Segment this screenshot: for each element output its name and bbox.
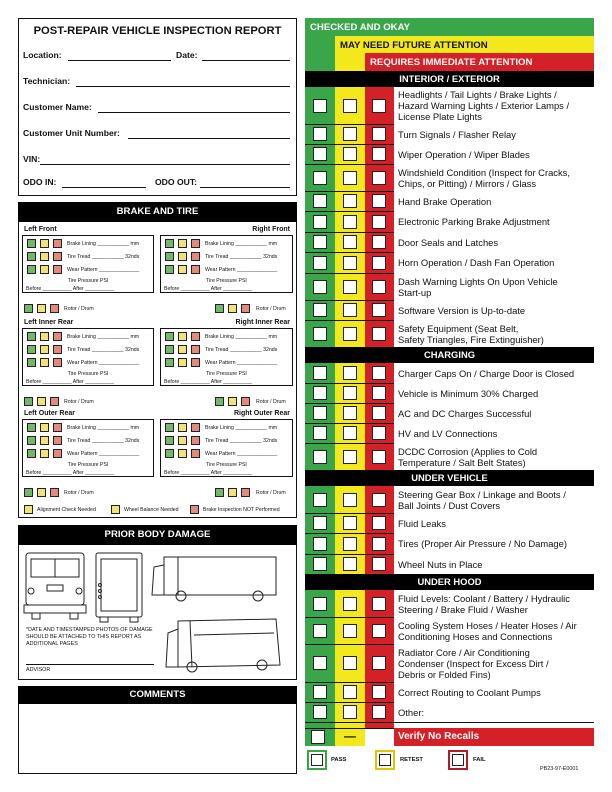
legend-immediate-label: REQUIRES IMMEDIATE ATTENTION: [370, 57, 533, 68]
row-divider: [305, 722, 594, 723]
checklist-item: Wiper Operation / Wiper Blades: [398, 149, 530, 160]
wheel-label-left_outer_rear: Left Outer Rear: [24, 410, 75, 417]
immediate-checkbox[interactable]: [372, 235, 386, 249]
wear_pattern-red-box[interactable]: [53, 358, 62, 367]
rotor-label: Rotor / Drum: [256, 306, 286, 312]
pass-checkbox[interactable]: [313, 256, 327, 270]
wear_pattern-red-box[interactable]: [191, 358, 200, 367]
pass-checkbox[interactable]: [313, 656, 327, 670]
checklist-item: Steering Gear Box / Linkage and Boots / Ball Joints / Dust Covers: [398, 489, 566, 511]
brake_lining-yellow-box[interactable]: [40, 423, 49, 432]
future-checkbox[interactable]: [343, 127, 357, 141]
tire_tread-red-box[interactable]: [191, 252, 200, 261]
checklist-item: Windshield Condition (Inspect for Cracks, Chips, or Pitting) / Mirrors / Glass: [398, 167, 570, 189]
immediate-checkbox[interactable]: [372, 597, 386, 611]
brake_lining-green-box[interactable]: [165, 423, 174, 432]
wear_pattern-yellow-box[interactable]: [178, 265, 187, 274]
wear_pattern-label: Wear Pattern ______________: [205, 267, 278, 273]
odo-out-label: ODO OUT:: [155, 177, 198, 187]
future-checkbox[interactable]: [343, 450, 357, 464]
before-after-label: Before __________ After __________: [164, 379, 252, 385]
future-checkbox[interactable]: [343, 280, 357, 294]
rotor-red-box[interactable]: [241, 304, 250, 313]
pass-checkbox[interactable]: [313, 597, 327, 611]
brake_lining-label: Brake Lining ___________ mm: [205, 241, 278, 247]
future-checkbox[interactable]: [343, 327, 357, 341]
immediate-checkbox[interactable]: [372, 516, 386, 530]
immediate-checkbox[interactable]: [372, 386, 386, 400]
retest-label: RETEST: [400, 757, 423, 763]
van-front-view: [24, 553, 86, 619]
wear_pattern-green-box[interactable]: [165, 265, 174, 274]
checklist-item: Door Seals and Latches: [398, 237, 499, 248]
tire_tread-green-box[interactable]: [165, 436, 174, 445]
van-diagrams: [18, 545, 297, 680]
immediate-checkbox[interactable]: [372, 171, 386, 185]
checklist-item: Software Version is Up-to-date: [398, 305, 526, 316]
odo-out-field[interactable]: [200, 187, 290, 188]
alignment-check-box[interactable]: [24, 505, 33, 514]
odo-in-label: ODO IN:: [23, 177, 57, 187]
pass-checkbox[interactable]: [313, 557, 327, 571]
van-rear-view: [96, 553, 142, 622]
pass-checkbox[interactable]: [313, 366, 327, 380]
before-after-label: Before __________ After __________: [164, 286, 252, 292]
tire_tread-green-box[interactable]: [27, 345, 36, 354]
before-after-label: Before __________ After __________: [26, 470, 114, 476]
tire_tread-label: Tire Tread ___________ 32nds: [205, 438, 278, 444]
wear_pattern-label: Wear Pattern ______________: [205, 451, 278, 457]
immediate-checkbox[interactable]: [372, 537, 386, 551]
immediate-checkbox[interactable]: [372, 256, 386, 270]
rotor-green-box[interactable]: [215, 488, 224, 497]
tire-pressure-label: Tire Pressure PSI: [67, 462, 109, 468]
brake_lining-green-box[interactable]: [27, 423, 36, 432]
tire_tread-yellow-box[interactable]: [40, 252, 49, 261]
rotor-red-box[interactable]: [50, 397, 59, 406]
immediate-checkbox[interactable]: [372, 557, 386, 571]
customer-name-label: Customer Name:: [23, 102, 92, 112]
wear_pattern-yellow-box[interactable]: [40, 449, 49, 458]
recall-label: Verify No Recalls: [398, 731, 480, 742]
tire_tread-label: Tire Tread ___________ 32nds: [67, 254, 140, 260]
van-side-view-bottom: [166, 619, 280, 672]
checklist-item: Turn Signals / Flasher Relay: [398, 129, 516, 140]
immediate-checkbox[interactable]: [372, 426, 386, 440]
rotor-red-box[interactable]: [241, 397, 250, 406]
customer-unit-field[interactable]: [128, 138, 290, 139]
brake_lining-red-box[interactable]: [191, 423, 200, 432]
pass-checkbox[interactable]: [313, 705, 327, 719]
wear_pattern-label: Wear Pattern ______________: [67, 451, 140, 457]
tire_tread-yellow-box[interactable]: [178, 436, 187, 445]
wheel-label-left_inner_rear: Left Inner Rear: [24, 319, 74, 326]
future-checkbox[interactable]: [343, 516, 357, 530]
tire_tread-green-box[interactable]: [165, 252, 174, 261]
wear_pattern-green-box[interactable]: [165, 449, 174, 458]
tire_tread-yellow-box[interactable]: [178, 252, 187, 261]
rotor-yellow-box[interactable]: [37, 304, 46, 313]
rotor-green-box[interactable]: [215, 397, 224, 406]
advisor-label: ADVISOR: [26, 667, 51, 673]
body-damage-header: PRIOR BODY DAMAGE: [18, 525, 297, 545]
pass-checkbox[interactable]: [313, 386, 327, 400]
wear_pattern-label: Wear Pattern ______________: [67, 267, 140, 273]
pass-checkbox[interactable]: [313, 215, 327, 229]
tire_tread-label: Tire Tread ___________ 32nds: [67, 438, 140, 444]
future-checkbox[interactable]: [343, 386, 357, 400]
pass-checkbox[interactable]: [313, 171, 327, 185]
rotor-green-box[interactable]: [24, 488, 33, 497]
rotor-yellow-box[interactable]: [228, 304, 237, 313]
pass-checkbox[interactable]: [313, 99, 327, 113]
future-checkbox[interactable]: [343, 194, 357, 208]
date-label: Date:: [176, 50, 198, 60]
wheel-label-right_outer_rear: Right Outer Rear: [233, 410, 290, 417]
customer-unit-label: Customer Unit Number:: [23, 128, 120, 138]
immediate-checkbox[interactable]: [372, 450, 386, 464]
checklist-item: Electronic Parking Brake Adjustment: [398, 216, 550, 227]
wear_pattern-green-box[interactable]: [27, 358, 36, 367]
tire_tread-label: Tire Tread ___________ 32nds: [205, 347, 278, 353]
future-checkbox[interactable]: [343, 215, 357, 229]
pass-checkbox[interactable]: [313, 516, 327, 530]
pass-label: PASS: [331, 757, 347, 763]
brake_lining-red-box[interactable]: [53, 239, 62, 248]
tire_tread-red-box[interactable]: [53, 436, 62, 445]
section-header-0: INTERIOR / EXTERIOR: [305, 71, 594, 87]
immediate-checkbox[interactable]: [372, 147, 386, 161]
form-code: PB23-97-E0001: [540, 766, 579, 772]
wear_pattern-label: Wear Pattern ______________: [67, 360, 140, 366]
checklist-item: Fluid Levels: Coolant / Battery / Hydraulic Steering / Brake Fluid / Washer: [398, 593, 570, 615]
recall-green-checkbox[interactable]: [311, 730, 325, 744]
checklist-item: DCDC Corrosion (Applies to Cold Temperature / Salt Belt States): [398, 446, 538, 468]
immediate-checkbox[interactable]: [372, 327, 386, 341]
checklist-item: Safety Equipment (Seat Belt, Safety Triangles, Fire Extinguisher): [398, 323, 544, 345]
advisor-line[interactable]: [26, 664, 154, 665]
wear_pattern-yellow-box[interactable]: [40, 358, 49, 367]
brake_lining-label: Brake Lining ___________ mm: [205, 334, 278, 340]
immediate-checkbox[interactable]: [372, 624, 386, 638]
brake_lining-red-box[interactable]: [53, 332, 62, 341]
wear_pattern-red-box[interactable]: [53, 449, 62, 458]
wheel-label-right_front: Right Front: [252, 226, 290, 233]
tire_tread-yellow-box[interactable]: [40, 436, 49, 445]
pass-checkbox[interactable]: [313, 194, 327, 208]
future-checkbox[interactable]: [343, 656, 357, 670]
rotor-yellow-box[interactable]: [228, 488, 237, 497]
future-checkbox[interactable]: [343, 171, 357, 185]
odo-in-field[interactable]: [62, 187, 146, 188]
immediate-checkbox[interactable]: [372, 303, 386, 317]
checklist-item: Other:: [398, 707, 425, 718]
checklist-item: HV and LV Connections: [398, 428, 498, 439]
fail-label: FAIL: [473, 757, 486, 763]
legend-future-label: MAY NEED FUTURE ATTENTION: [340, 40, 488, 51]
brake_lining-red-box[interactable]: [191, 332, 200, 341]
wear_pattern-red-box[interactable]: [191, 265, 200, 274]
brake_lining-red-box[interactable]: [191, 239, 200, 248]
wear_pattern-red-box[interactable]: [191, 449, 200, 458]
immediate-checkbox[interactable]: [372, 194, 386, 208]
pass-checkbox[interactable]: [313, 537, 327, 551]
future-checkbox[interactable]: [343, 235, 357, 249]
future-checkbox[interactable]: [343, 256, 357, 270]
tire_tread-label: Tire Tread ___________ 32nds: [205, 254, 278, 260]
tire-pressure-label: Tire Pressure PSI: [206, 278, 247, 284]
recall-dash: —: [344, 729, 356, 743]
future-checkbox[interactable]: [343, 366, 357, 380]
rotor-label: Rotor / Drum: [64, 399, 94, 405]
alignment-label: Alignment Check Needed: [37, 507, 96, 513]
tire_tread-green-box[interactable]: [27, 436, 36, 445]
brake_lining-green-box[interactable]: [165, 239, 174, 248]
rotor-label: Rotor / Drum: [64, 306, 94, 312]
future-checkbox[interactable]: [343, 426, 357, 440]
rotor-yellow-box[interactable]: [37, 488, 46, 497]
future-checkbox[interactable]: [343, 624, 357, 638]
photo-note: *DATE AND TIMESTAMPED PHOTOS OF DAMAGE SHOULD BE ATTACHED TO THIS REPORT AS ADDITIONAL PAGES: [26, 627, 153, 647]
brake_lining-red-box[interactable]: [53, 423, 62, 432]
rotor-yellow-box[interactable]: [37, 397, 46, 406]
brake-not-performed-label: Brake Inspection NOT Performed: [203, 507, 280, 513]
vin-label: VIN:: [23, 154, 41, 164]
tire_tread-yellow-box[interactable]: [178, 345, 187, 354]
checklist-item: Fluid Leaks: [398, 518, 446, 529]
van-side-view-top: [152, 557, 276, 601]
checklist-item: Tires (Proper Air Pressure / No Damage): [398, 538, 567, 549]
immediate-checkbox[interactable]: [372, 656, 386, 670]
before-after-label: Before __________ After __________: [164, 470, 252, 476]
technician-label: Technician:: [23, 76, 71, 86]
rotor-red-box[interactable]: [50, 488, 59, 497]
date-field[interactable]: [202, 60, 290, 61]
future-checkbox[interactable]: [343, 685, 357, 699]
tire_tread-red-box[interactable]: [191, 436, 200, 445]
tire_tread-green-box[interactable]: [165, 345, 174, 354]
immediate-checkbox[interactable]: [372, 493, 386, 507]
tire-pressure-label: Tire Pressure PSI: [206, 371, 247, 377]
future-checkbox[interactable]: [343, 493, 357, 507]
checklist-item: Hand Brake Operation: [398, 196, 492, 207]
wear_pattern-green-box[interactable]: [165, 358, 174, 367]
wear_pattern-yellow-box[interactable]: [40, 265, 49, 274]
rotor-label: Rotor / Drum: [64, 490, 94, 496]
tire_tread-yellow-box[interactable]: [40, 345, 49, 354]
rotor-red-box[interactable]: [241, 488, 250, 497]
brake_lining-green-box[interactable]: [165, 332, 174, 341]
pass-checkbox[interactable]: [313, 406, 327, 420]
comments-header: COMMENTS: [18, 686, 297, 704]
checklist-item: Dash Warning Lights On Upon Vehicle Start-up: [398, 276, 558, 298]
wheel-label-left_front: Left Front: [24, 226, 57, 233]
wear_pattern-yellow-box[interactable]: [178, 358, 187, 367]
brake_lining-yellow-box[interactable]: [178, 423, 187, 432]
wheel-label-right_inner_rear: Right Inner Rear: [235, 319, 290, 326]
section-header-1: CHARGING: [305, 347, 594, 363]
checklist-item: Cooling System Hoses / Heater Hoses / Air Conditioning Hoses and Connections: [398, 620, 577, 642]
customer-name-field[interactable]: [98, 112, 290, 113]
future-checkbox[interactable]: [343, 537, 357, 551]
wear_pattern-red-box[interactable]: [53, 265, 62, 274]
immediate-checkbox[interactable]: [372, 366, 386, 380]
tire-pressure-label: Tire Pressure PSI: [67, 371, 109, 377]
rotor-label: Rotor / Drum: [256, 490, 286, 496]
tire_tread-green-box[interactable]: [27, 252, 36, 261]
pass-checkbox[interactable]: [313, 280, 327, 294]
page-title: POST-REPAIR VEHICLE INSPECTION REPORT: [33, 25, 282, 37]
immediate-checkbox[interactable]: [372, 127, 386, 141]
checklist-item: AC and DC Charges Successful: [398, 408, 532, 419]
brake_lining-label: Brake Lining ___________ mm: [67, 334, 140, 340]
brake_lining-green-box[interactable]: [27, 332, 36, 341]
brake-not-performed-box[interactable]: [190, 505, 199, 514]
before-after-label: Before __________ After __________: [26, 286, 114, 292]
immediate-checkbox[interactable]: [372, 215, 386, 229]
checklist-item: Headlights / Tail Lights / Brake Lights / Hazard Warning Lights / Exterior Lamps / License Plate Lights: [398, 89, 570, 122]
checklist-item: Charger Caps On / Charge Door is Closed: [398, 368, 575, 379]
tire_tread-label: Tire Tread ___________ 32nds: [67, 347, 140, 353]
rotor-yellow-box[interactable]: [228, 397, 237, 406]
pass-checkbox[interactable]: [313, 493, 327, 507]
pass-checkbox[interactable]: [313, 303, 327, 317]
rotor-red-box[interactable]: [50, 304, 59, 313]
wear_pattern-green-box[interactable]: [27, 265, 36, 274]
rotor-green-box[interactable]: [24, 304, 33, 313]
immediate-checkbox[interactable]: [372, 280, 386, 294]
tire_tread-red-box[interactable]: [53, 252, 62, 261]
brake_lining-yellow-box[interactable]: [40, 332, 49, 341]
immediate-checkbox[interactable]: [372, 99, 386, 113]
future-checkbox[interactable]: [343, 147, 357, 161]
wear_pattern-yellow-box[interactable]: [178, 449, 187, 458]
pass-checkbox[interactable]: [313, 450, 327, 464]
tire-pressure-label: Tire Pressure PSI: [67, 278, 109, 284]
checklist-item: Correct Routing to Coolant Pumps: [398, 687, 541, 698]
wear_pattern-green-box[interactable]: [27, 449, 36, 458]
checklist-item: Radiator Core / Air Conditioning Condenser (Inspect for Excess Dirt / Debris or Folded Fins): [398, 647, 549, 680]
vin-field[interactable]: [40, 164, 290, 165]
technician-field[interactable]: [76, 86, 290, 87]
brake_lining-yellow-box[interactable]: [40, 239, 49, 248]
comments-area[interactable]: [22, 706, 293, 770]
checklist-item: Vehicle is Minimum 30% Charged: [398, 388, 539, 399]
rotor-green-box[interactable]: [24, 397, 33, 406]
future-checkbox[interactable]: [343, 99, 357, 113]
checklist-item: Horn Operation / Dash Fan Operation: [398, 257, 555, 268]
brake_lining-yellow-box[interactable]: [178, 239, 187, 248]
brake_lining-green-box[interactable]: [27, 239, 36, 248]
before-after-label: Before __________ After __________: [26, 379, 114, 385]
pass-checkbox[interactable]: [313, 624, 327, 638]
wear_pattern-label: Wear Pattern ______________: [205, 360, 278, 366]
future-checkbox[interactable]: [343, 557, 357, 571]
wheel-balance-label: Wheel Balance Needed: [124, 507, 179, 513]
pass-checkbox[interactable]: [313, 685, 327, 699]
legend-checked-label: CHECKED AND OKAY: [310, 22, 411, 33]
brake-tire-header: BRAKE AND TIRE: [18, 202, 297, 222]
pass-checkbox[interactable]: [313, 127, 327, 141]
tire-pressure-label: Tire Pressure PSI: [206, 462, 247, 468]
pass-checkbox[interactable]: [313, 235, 327, 249]
tire_tread-red-box[interactable]: [191, 345, 200, 354]
tire_tread-red-box[interactable]: [53, 345, 62, 354]
checklist-item: Wheel Nuts in Place: [398, 559, 483, 570]
pass-checkbox[interactable]: [313, 327, 327, 341]
future-checkbox[interactable]: [343, 597, 357, 611]
wheel-balance-box[interactable]: [111, 505, 120, 514]
brake_lining-label: Brake Lining ___________ mm: [67, 241, 140, 247]
section-header-2: UNDER VEHICLE: [305, 470, 594, 486]
immediate-checkbox[interactable]: [372, 406, 386, 420]
future-checkbox[interactable]: [343, 705, 357, 719]
brake_lining-label: Brake Lining ___________ mm: [67, 425, 140, 431]
rotor-label: Rotor / Drum: [256, 399, 286, 405]
section-header-3: UNDER HOOD: [305, 574, 594, 590]
pass-checkbox[interactable]: [313, 426, 327, 440]
location-field[interactable]: [68, 60, 171, 61]
rotor-green-box[interactable]: [215, 304, 224, 313]
location-label: Location:: [23, 50, 62, 60]
brake_lining-yellow-box[interactable]: [178, 332, 187, 341]
immediate-checkbox[interactable]: [372, 705, 386, 719]
pass-checkbox[interactable]: [313, 147, 327, 161]
brake_lining-label: Brake Lining ___________ mm: [205, 425, 278, 431]
future-checkbox[interactable]: [343, 303, 357, 317]
immediate-checkbox[interactable]: [372, 685, 386, 699]
future-checkbox[interactable]: [343, 406, 357, 420]
